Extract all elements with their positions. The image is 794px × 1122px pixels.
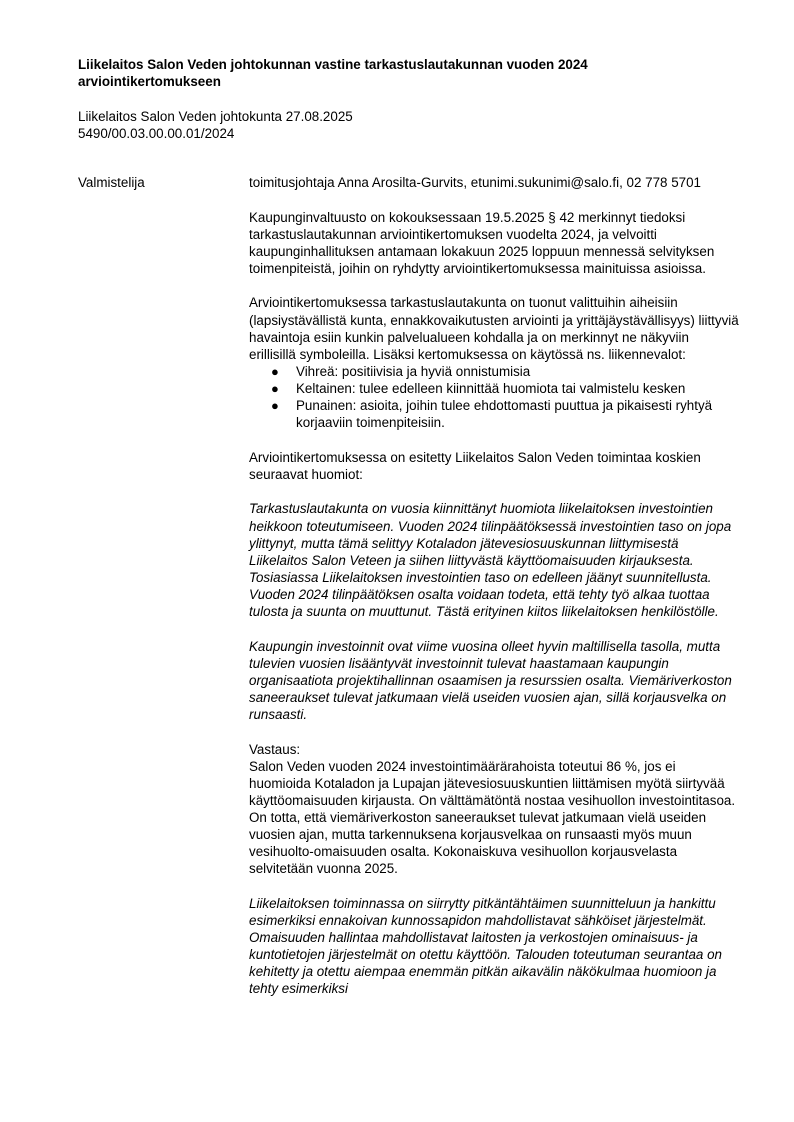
quote-1a: Tarkastuslautakunta on vuosia kiinnittänyt huomiota liikelaitoksen investointien heikkoon toteutumiseen. Vuoden 2024 tilinpäätöksessä investointien taso on jopa ylittynyt, mutta tämä selittyy Kotaladon jätevesiosuuskunnan liittymisestä Liikelaitos Salon Veteen ja siihen liittyvästä käyttöomaisuuden kirjauksesta. Tosiasiassa Liikelaitoksen investointien taso on edelleen jäänyt suunnitellusta. (249, 501, 732, 585)
quote-1b: Vuoden 2024 tilinpäätöksen osalta voidaan todeta, että tehty työ alkaa tuottaa tulosta ja suunta on muuttunut. Tästä erityinen kiitos liikelaitoksen henkilöstölle. (249, 586, 719, 619)
record-number: 5490/00.03.00.00.01/2024 (78, 126, 235, 141)
valmistelija-label: Valmistelija (78, 175, 145, 190)
paragraph-3: Arviointikertomuksessa on esitetty Liikelaitos Salon Veden toimintaa koskien seuraavat huomiot: (249, 449, 701, 482)
document-meta (78, 108, 718, 142)
vastaus-text: Salon Veden vuoden 2024 investointimäärärahoista toteutui 86 %, jos ei huomioida Kotaladon ja Lupajan jätevesiosuuskuntien liittämisen myötä siirtyvää käyttöomaisuuden kirjausta. On välttämätöntä nostaa vesihuollon investointitasoa. On totta, että viemäriverkoston saneeraukset tulevat jatkumaan vielä useiden vuosien ajan, mutta tarkennuksena korjausvelkaa on runsaasti myös muun vesihuolto-omaisuuden osalta. Kokonaiskuva vesihuollon korjausvelasta selvitetään vuonna 2025. (249, 758, 736, 877)
quote-3: Liikelaitoksen toiminnassa on siirrytty pitkäntähtäimen suunnitteluun ja hankittu esimerkiksi ennakoivan kunnossapidon mahdollistavat sähköiset järjestelmät. Omaisuuden hallintaa mahdollistavat laitosten ja verkostojen ominaisuus- ja kuntotietojen järjestelmät on otettu käyttöön. Talouden toteutuman seurantaa on kehitetty ja otettu aiempaa enemmän pitkän aikavälin näkökulmaa huomioon ja tehty esimerkiksi (249, 895, 722, 997)
document-body (249, 174, 739, 1015)
bullet-icon: ● (271, 363, 279, 379)
list-item: ● Punainen: asioita, joihin tulee ehdottomasti puuttua ja pikaisesti ryhtyä korjaaviin toimenpiteisiin. (271, 398, 713, 431)
bullet-icon: ● (271, 398, 279, 414)
meeting-line: Liikelaitos Salon Veden johtokunta 27.08.2025 (78, 109, 353, 124)
list-item: ● Keltainen: tulee edelleen kiinnittää huomiota tai valmistelu kesken (271, 380, 686, 396)
bullet-icon: ● (271, 380, 279, 396)
document-title: Liikelaitos Salon Veden johtokunnan vastine tarkastuslautakunnan vuoden 2024 arviointikertomukseen (78, 57, 588, 89)
paragraph-2: Arviointikertomuksessa tarkastuslautakunta on tuonut valittuihin aiheisiin (lapsiystävällistä kunta, ennakkovaikutusten arviointi ja yrittäjäystävällisyys) liittyviä havaintoja esiin kunkin palvelualueen kohdalla ja on merkinnyt ne näkyviin erillisillä symboleilla. Lisäksi kertomuksessa on käytössä ns. liikennevalot: (249, 295, 739, 362)
vastaus-label: Vastaus: (249, 741, 301, 757)
traffic-lights-list (249, 363, 739, 431)
quote-2: Kaupungin investoinnit ovat viime vuosina olleet hyvin maltillisella tasolla, mutta tulevien vuosien lisääntyvät investoinnit tulevat haastamaan kaupungin organisaatiota projektihallinnan osaamisen ja resurssien osalta. Viemäriverkoston saneeraukset tulevat jatkumaan vielä useiden vuosien ajan, sillä korjausvelka on runsaasti. (249, 638, 732, 722)
valmistelija-value: toimitusjohtaja Anna Arosilta-Gurvits, etunimi.sukunimi@salo.fi, 02 778 5701 (249, 175, 701, 190)
paragraph-1: Kaupunginvaltuusto on kokouksessaan 19.5.2025 § 42 merkinnyt tiedoksi tarkastuslautakunnan arviointikertomuksen vuodelta 2024, ja velvoitti kaupunginhallituksen antamaan lokakuun 2025 loppuun mennessä selvityksen toimenpiteistä, joihin on ryhdytty arviointikertomuksessa mainituissa asioissa. (249, 209, 715, 276)
list-item: ● Vihreä: positiivisia ja hyviä onnistumisia (271, 363, 531, 379)
